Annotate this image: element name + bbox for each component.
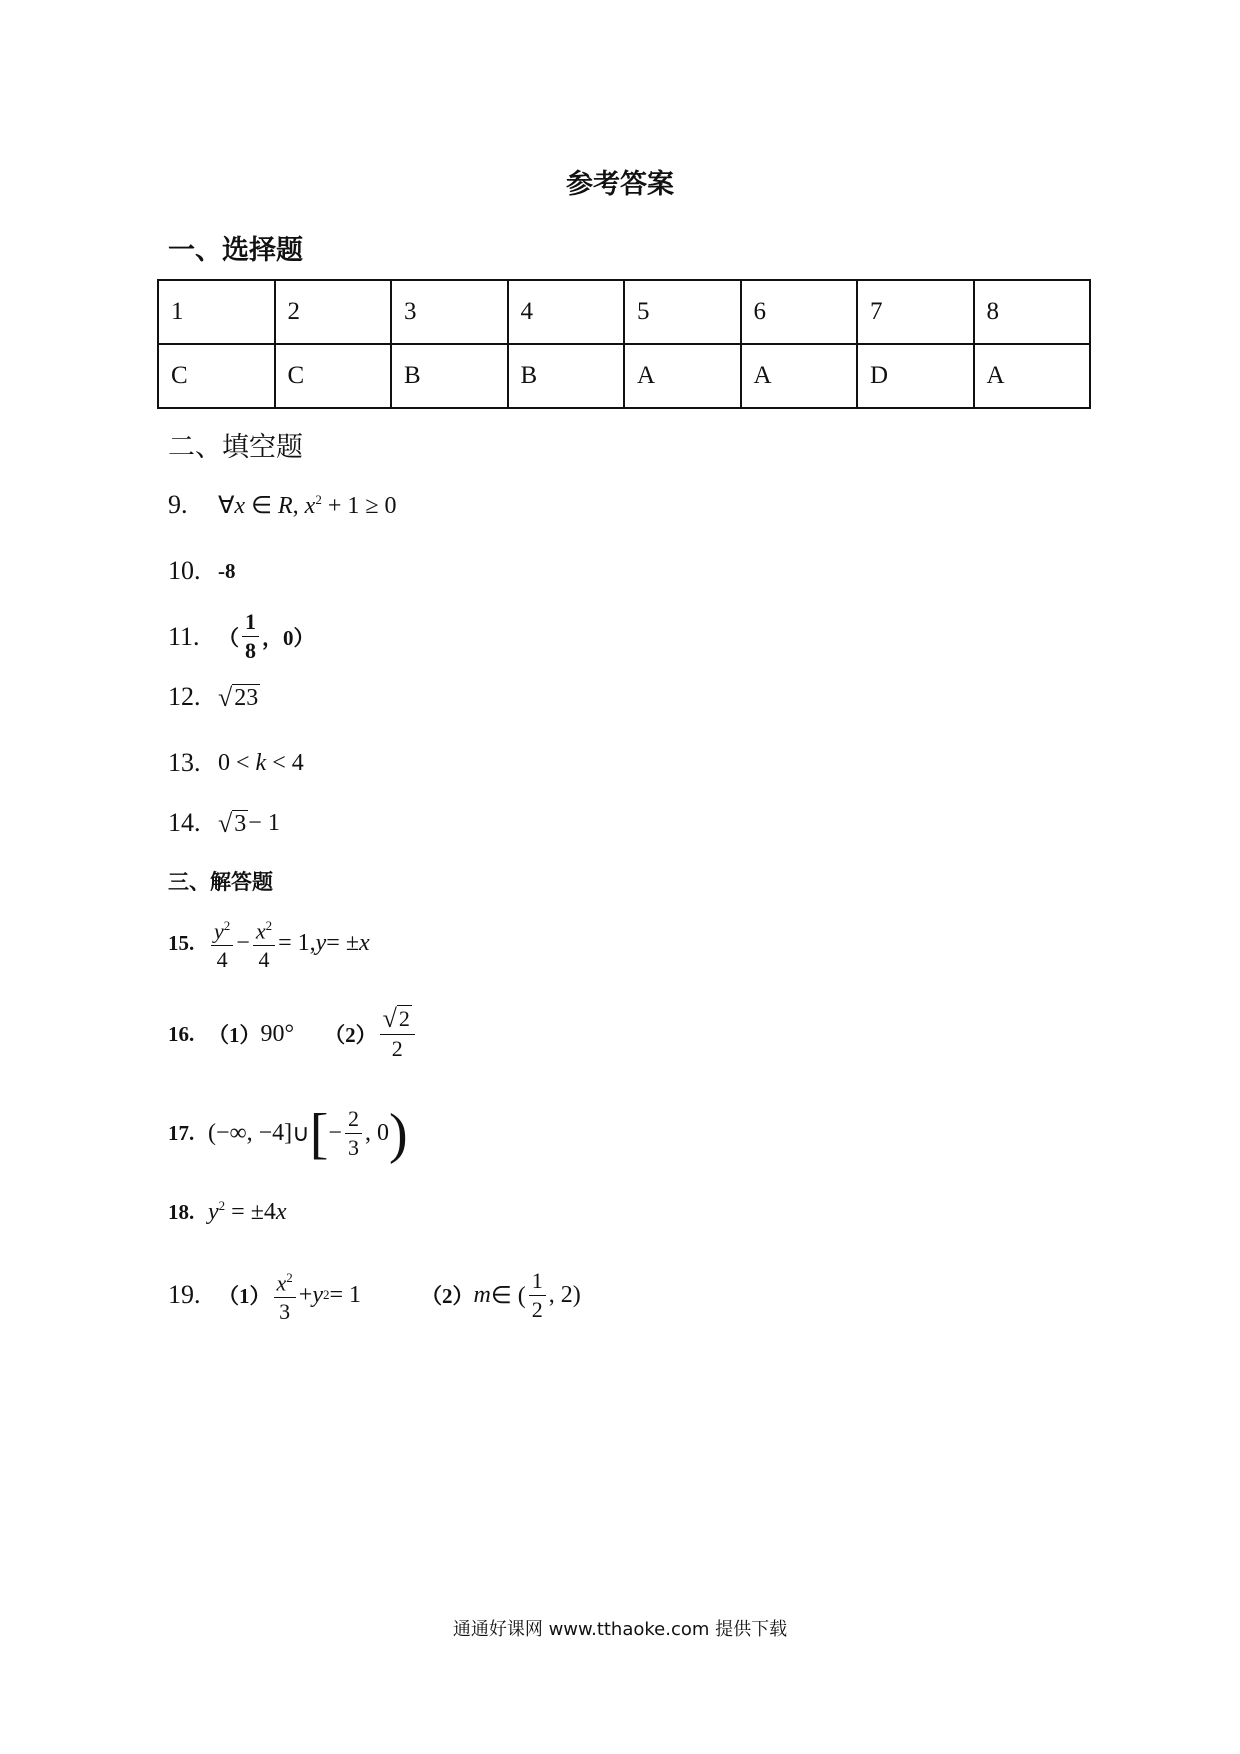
item-number: 13. bbox=[168, 748, 201, 777]
answer-item-10 bbox=[168, 556, 236, 586]
denominator: 3 bbox=[279, 1299, 291, 1325]
math-text: = ±4 bbox=[225, 1199, 276, 1225]
math-text: − 1 bbox=[248, 809, 280, 836]
answer-math: -8 bbox=[218, 558, 236, 583]
table-cell: 3 bbox=[391, 280, 508, 344]
table-cell: A bbox=[974, 344, 1091, 408]
math-var: R bbox=[277, 492, 293, 519]
radical-sign: √ bbox=[218, 682, 233, 712]
table-cell: 5 bbox=[624, 280, 741, 344]
fraction bbox=[274, 1264, 296, 1326]
radicand: 3 bbox=[234, 810, 247, 837]
answer-item-14 bbox=[168, 808, 280, 838]
numerator: 1 bbox=[242, 608, 259, 637]
table-cell: C bbox=[275, 344, 392, 408]
fraction bbox=[380, 1005, 415, 1063]
table-cell: 7 bbox=[857, 280, 974, 344]
answer-math bbox=[208, 1102, 408, 1165]
answer-item-9 bbox=[168, 490, 397, 520]
math-exponent: 2 bbox=[223, 918, 231, 933]
math-text: （ bbox=[218, 625, 239, 650]
item-number: 12. bbox=[168, 682, 201, 711]
answer-math bbox=[218, 491, 397, 520]
numerator: 2 bbox=[345, 1105, 362, 1134]
denominator: 4 bbox=[258, 947, 270, 973]
fraction bbox=[242, 608, 259, 665]
table-row bbox=[158, 344, 1090, 408]
table-cell: B bbox=[391, 344, 508, 408]
item-number: 16. bbox=[168, 1021, 195, 1046]
denominator: 2 bbox=[391, 1036, 403, 1061]
math-bracket: [ bbox=[309, 1102, 329, 1165]
part-label: （2） bbox=[324, 1023, 377, 1047]
table-cell: 4 bbox=[508, 280, 625, 344]
fraction bbox=[211, 912, 233, 974]
fraction bbox=[345, 1105, 362, 1162]
item-number: 15. bbox=[168, 930, 195, 955]
numerator bbox=[380, 1005, 415, 1035]
answer-table bbox=[157, 279, 1091, 409]
math-var: m bbox=[473, 1281, 491, 1308]
math-var: y bbox=[208, 1199, 219, 1225]
denominator: 8 bbox=[245, 638, 256, 663]
math-text: ∪ bbox=[292, 1121, 310, 1147]
math-text: + 1 ≥ 0 bbox=[321, 492, 397, 519]
item-number: 10. bbox=[168, 556, 201, 585]
math-var: y bbox=[214, 918, 224, 944]
math-var: x bbox=[275, 1199, 287, 1225]
table-row bbox=[158, 280, 1090, 344]
section-heading-choice: 一、选择题 bbox=[168, 235, 303, 266]
math-text: , 0 bbox=[364, 1120, 389, 1146]
math-text: = 1 bbox=[329, 1281, 362, 1308]
math-exponent: 2 bbox=[315, 491, 322, 507]
math-exponent: 2 bbox=[286, 1270, 293, 1285]
fraction bbox=[253, 912, 275, 974]
answer-math bbox=[218, 1264, 581, 1326]
math-text: , bbox=[292, 492, 305, 519]
table-cell: D bbox=[857, 344, 974, 408]
math-text: = 1, bbox=[278, 929, 316, 956]
math-text: ∈ ( bbox=[490, 1282, 526, 1309]
section-heading-solution: 三、解答题 bbox=[168, 869, 273, 894]
item-number: 9. bbox=[168, 490, 188, 519]
math-var: y bbox=[312, 1281, 323, 1308]
math-var: x bbox=[359, 929, 370, 956]
radical-sign: √ bbox=[382, 1004, 397, 1033]
math-text: (−∞, −4] bbox=[208, 1120, 293, 1146]
answer-item-13 bbox=[168, 748, 304, 778]
math-var: x bbox=[304, 492, 316, 519]
item-number: 19. bbox=[168, 1280, 201, 1310]
math-text: 0 < bbox=[218, 749, 256, 776]
table-cell: 2 bbox=[275, 280, 392, 344]
math-exponent: 2 bbox=[218, 1198, 226, 1213]
math-text: − bbox=[328, 1120, 342, 1146]
answer-math bbox=[218, 608, 315, 665]
answer-item-12 bbox=[168, 682, 260, 712]
square-root bbox=[383, 1005, 412, 1032]
part-label: （1） bbox=[208, 1023, 261, 1047]
table-cell: 1 bbox=[158, 280, 275, 344]
answer-item-11 bbox=[168, 608, 315, 665]
radicand: 2 bbox=[398, 1006, 410, 1031]
denominator: 2 bbox=[531, 1296, 543, 1322]
numerator bbox=[253, 912, 275, 946]
answer-item-18 bbox=[168, 1198, 287, 1226]
page-title: 参考答案 bbox=[566, 169, 674, 200]
math-text: ∀ bbox=[218, 492, 235, 519]
answer-item-16 bbox=[168, 1005, 418, 1063]
answer-math bbox=[208, 1005, 418, 1063]
answer-item-17 bbox=[168, 1102, 408, 1165]
item-number: 14. bbox=[168, 808, 201, 837]
item-number: 18. bbox=[168, 1199, 195, 1224]
math-bracket: ) bbox=[388, 1102, 408, 1165]
math-text: ∈ bbox=[245, 492, 278, 519]
math-var: k bbox=[255, 749, 267, 776]
page-footer: 通通好课网 www.tthaoke.com 提供下载 bbox=[452, 1619, 788, 1640]
table-cell: B bbox=[508, 344, 625, 408]
answer-math bbox=[208, 1198, 287, 1226]
math-text: = ± bbox=[326, 929, 359, 956]
table-cell: 8 bbox=[974, 280, 1091, 344]
math-var: x bbox=[234, 492, 246, 519]
section-heading-fill: 二、填空题 bbox=[168, 432, 303, 463]
part-label: （2） bbox=[421, 1284, 474, 1309]
math-exponent: 2 bbox=[322, 1287, 330, 1303]
item-number: 17. bbox=[168, 1121, 195, 1145]
math-text: 90° bbox=[260, 1020, 295, 1047]
numerator bbox=[274, 1264, 296, 1298]
radicand: 23 bbox=[234, 684, 259, 711]
item-number: 11. bbox=[168, 621, 200, 651]
numerator bbox=[211, 912, 233, 946]
answer-item-19 bbox=[168, 1264, 581, 1326]
answer-item-15 bbox=[168, 912, 370, 974]
radical-sign: √ bbox=[218, 808, 233, 838]
table-cell: 6 bbox=[741, 280, 858, 344]
fraction bbox=[529, 1267, 546, 1324]
table-cell: A bbox=[741, 344, 858, 408]
square-root bbox=[218, 684, 260, 711]
math-text: , 2) bbox=[548, 1281, 581, 1308]
answer-math bbox=[208, 912, 370, 974]
numerator: 1 bbox=[529, 1267, 546, 1296]
denominator: 3 bbox=[347, 1135, 359, 1160]
math-var: x bbox=[276, 1270, 287, 1296]
math-text: − bbox=[236, 929, 250, 956]
math-text: + bbox=[298, 1281, 313, 1308]
math-var: y bbox=[315, 929, 327, 956]
math-var: x bbox=[255, 918, 266, 944]
math-exponent: 2 bbox=[265, 918, 273, 933]
square-root bbox=[218, 810, 248, 837]
part-label: （1） bbox=[218, 1284, 271, 1309]
denominator: 4 bbox=[216, 947, 228, 973]
math-text: < 4 bbox=[266, 749, 304, 776]
table-cell: A bbox=[624, 344, 741, 408]
table-cell: C bbox=[158, 344, 275, 408]
answer-math bbox=[218, 750, 304, 777]
math-text: ，0） bbox=[262, 625, 315, 650]
